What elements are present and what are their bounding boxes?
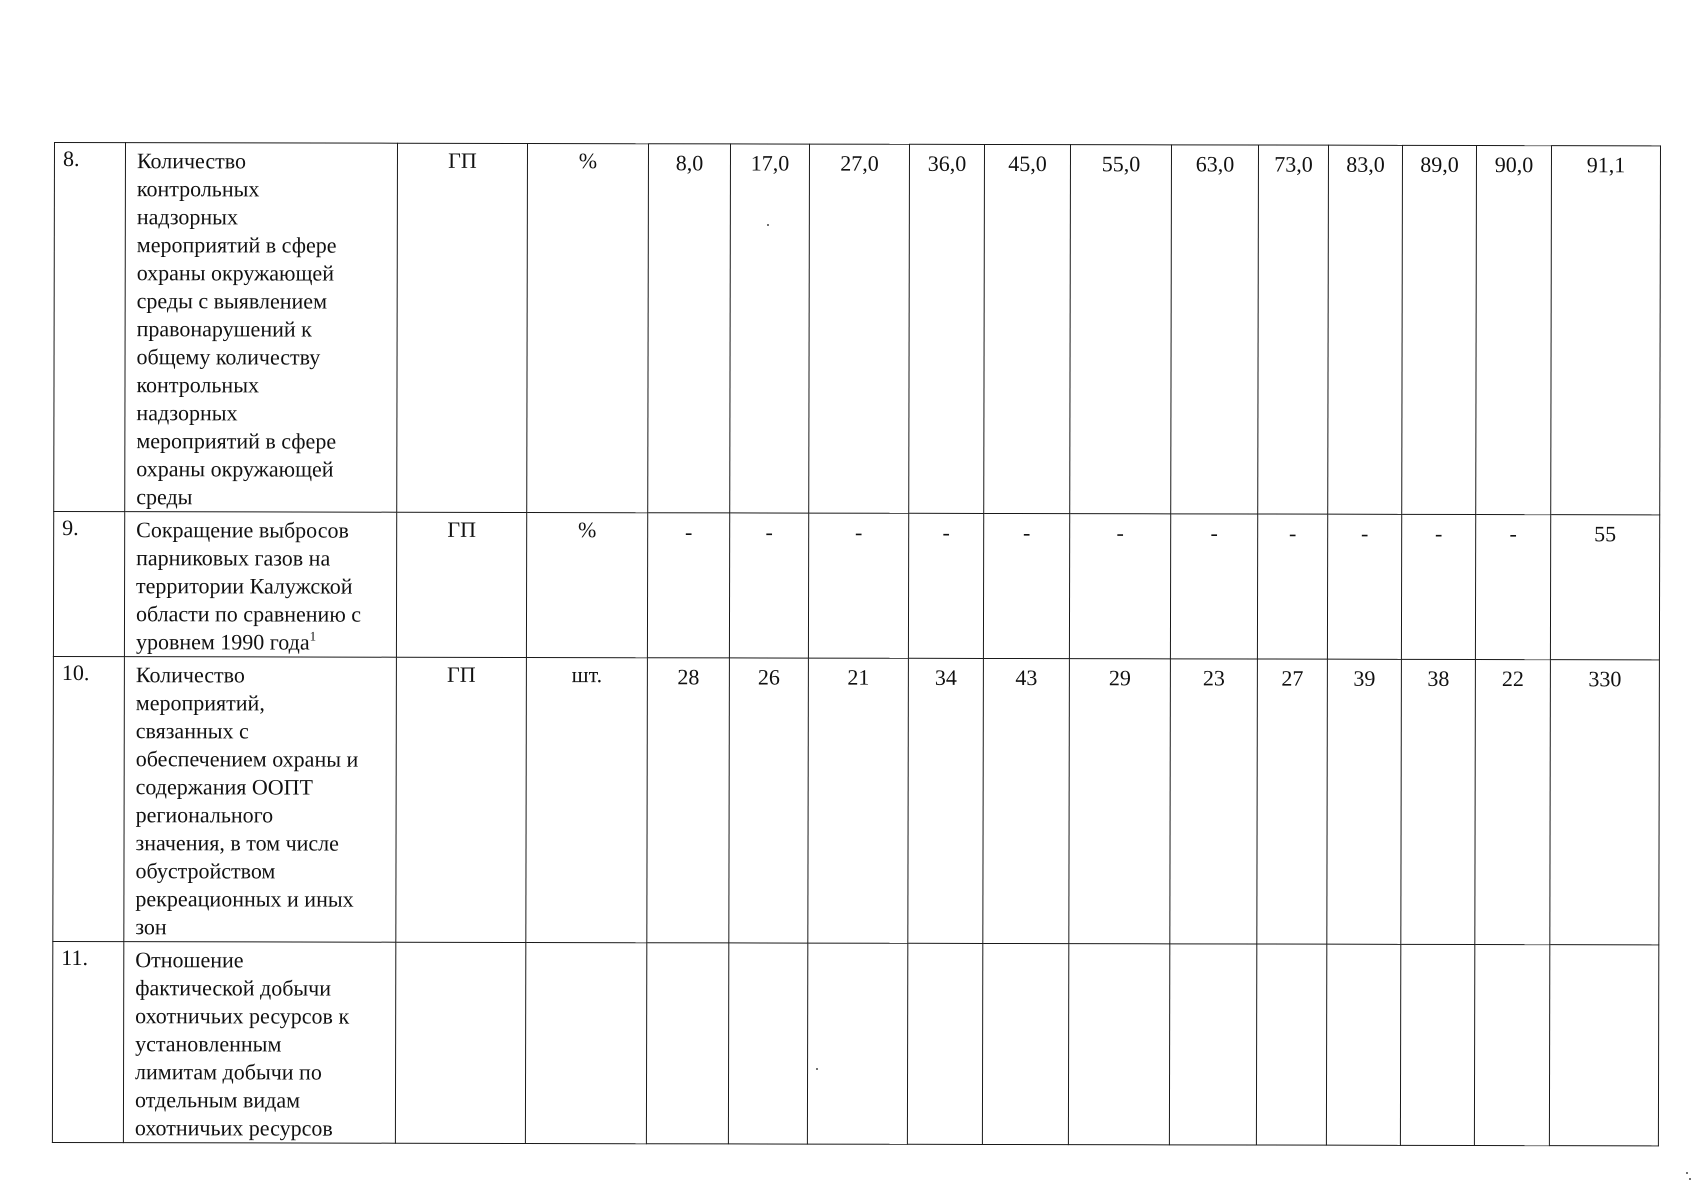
row-number: 11. <box>52 941 123 1142</box>
value-cell: 29 <box>1069 659 1171 944</box>
value-cell: 39 <box>1327 659 1402 944</box>
value-cell: 27,0 <box>809 144 910 513</box>
program-type: ГП <box>397 143 528 512</box>
indicator-name-text: Количество мероприятий, связанных с обеспечением охраны и содержания ООПТ регионального значения, в том числе обустройством рекреационных и иных зон <box>135 662 359 940</box>
scan-speck <box>816 1068 818 1070</box>
value-cell <box>807 943 907 1144</box>
indicator-name-text: Сокращение выбросов парниковых газов на территории Калужской области по сравнению с уровнем 1990 года <box>135 517 362 655</box>
value-cell: 330 <box>1550 660 1660 945</box>
program-type: ГП <box>396 657 527 942</box>
row-number: 9. <box>53 512 124 657</box>
indicator-name <box>124 512 396 658</box>
value-cell: 26 <box>729 658 809 943</box>
value-cell: - <box>1401 514 1475 659</box>
value-cell: 17,0 <box>730 144 810 513</box>
value-cell <box>1474 944 1549 1145</box>
unit: % <box>527 143 649 512</box>
table-row <box>53 656 1660 944</box>
value-cell <box>1326 944 1400 1145</box>
value-cell: - <box>908 513 983 658</box>
scan-speck <box>1686 1172 1688 1174</box>
document-page <box>52 142 1661 1146</box>
indicator-name-text: Количество контрольных надзорных мероприятий в сфере охраны окружающей среды с выявлением правонарушений к общему количеству контрольных надзорных мероприятий в сфере охраны окружающей среды <box>136 148 337 510</box>
value-cell <box>907 943 982 1144</box>
value-cell: - <box>808 513 908 658</box>
indicator-name <box>125 143 398 513</box>
value-cell <box>1068 944 1169 1145</box>
indicator-name-text: Отношение фактической добычи охотничьих ресурсов к установленным лимитам добычи по отдельным видам охотничьих ресурсов <box>134 947 350 1141</box>
value-cell <box>1400 944 1474 1145</box>
value-cell <box>1169 944 1256 1145</box>
scan-speck <box>767 224 769 226</box>
indicators-table <box>52 142 1661 1146</box>
program-type: ГП <box>396 512 526 657</box>
value-cell: - <box>729 513 808 658</box>
value-cell: 63,0 <box>1171 145 1259 514</box>
row-number: 8. <box>54 143 126 512</box>
table-row <box>53 512 1659 660</box>
indicator-name <box>123 942 395 1144</box>
value-cell: - <box>1170 514 1257 659</box>
value-cell: 28 <box>647 658 730 943</box>
table-body <box>52 143 1660 1146</box>
scan-speck <box>1689 1178 1691 1180</box>
value-cell: - <box>1069 514 1170 659</box>
value-cell: 45,0 <box>984 144 1071 513</box>
value-cell: 36,0 <box>909 144 985 513</box>
value-cell: 43 <box>983 658 1070 943</box>
row-number: 10. <box>53 656 125 941</box>
footnote-mark: 1 <box>309 628 317 644</box>
value-cell: 55,0 <box>1070 145 1172 514</box>
value-cell: - <box>983 513 1069 658</box>
unit: шт. <box>526 657 648 942</box>
value-cell <box>728 943 807 1144</box>
value-cell: 90,0 <box>1476 145 1552 514</box>
value-cell <box>1549 945 1658 1146</box>
value-cell: 73,0 <box>1258 145 1329 514</box>
table-row <box>52 941 1658 1145</box>
value-cell: 38 <box>1401 659 1476 944</box>
value-cell: 34 <box>908 658 984 943</box>
value-cell: 21 <box>808 658 909 943</box>
value-cell: 83,0 <box>1328 145 1403 514</box>
value-cell: - <box>1257 514 1327 659</box>
table-row <box>54 143 1661 515</box>
value-cell: - <box>647 513 729 658</box>
value-cell: - <box>1327 514 1401 659</box>
program-type <box>395 942 525 1143</box>
value-cell <box>646 943 728 1144</box>
indicator-name <box>124 657 397 943</box>
value-cell: 27 <box>1257 659 1328 944</box>
unit: % <box>526 512 647 657</box>
value-cell: 8,0 <box>648 144 731 513</box>
value-cell: 91,1 <box>1551 146 1661 515</box>
value-cell: 55 <box>1550 515 1659 660</box>
unit <box>525 942 646 1143</box>
value-cell: 23 <box>1170 659 1258 944</box>
value-cell <box>982 943 1068 1144</box>
value-cell: 89,0 <box>1402 145 1477 514</box>
value-cell <box>1256 944 1326 1145</box>
value-cell: - <box>1475 514 1550 659</box>
value-cell: 22 <box>1475 659 1551 944</box>
